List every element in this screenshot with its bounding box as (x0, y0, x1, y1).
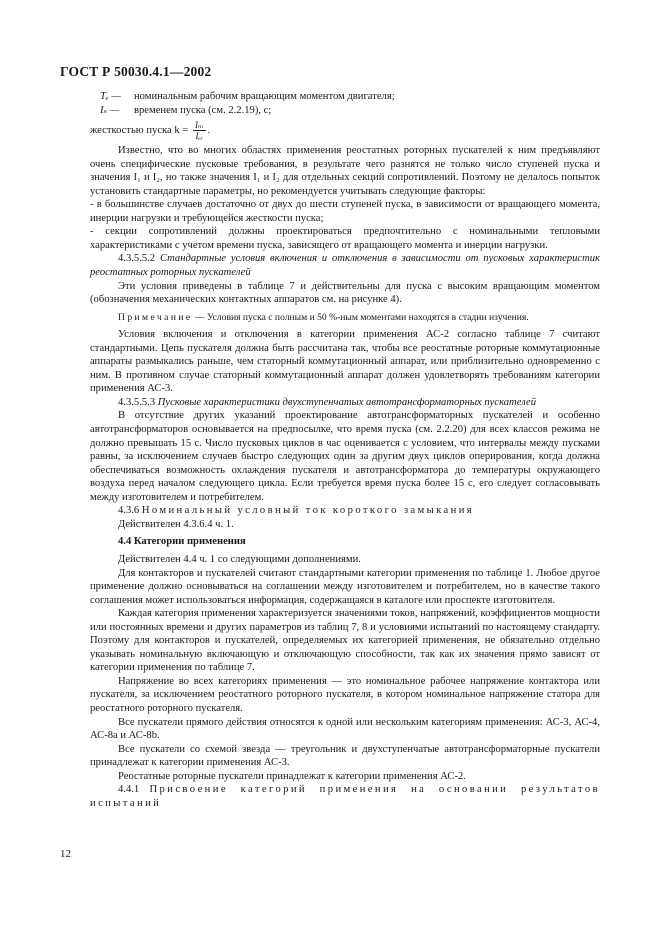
section-number: 4.4.1 (118, 784, 140, 796)
section-title: Пусковые характеристики двухступенчатых автотрансформаторных пускателей (157, 396, 537, 408)
section-4-4-title: 4.4 Категории применения (118, 536, 246, 548)
rigidity-formula (90, 120, 600, 141)
paragraph-4-4-characterization: Каждая категория применения характеризуется значениями токов, напряжений, коэффициентов мощности или постоянных времени и других параметров из таблиц 7, 8 и условиями испытаний по настоящему стандарту. Поэтому для контакторов и пускателей, определяемых их категорией применения, не обязательно отдельно указывать номинальную включающую и отключающую способности, так как их значения прямо зависят от категории применения по таблице 7. (90, 608, 600, 674)
definition-text: номинальным рабочим вращающим моментом двигателя; (134, 91, 395, 102)
bullet-steps: - в большинстве случаев достаточно от двух до шести ступеней пуска, в зависимости от вращающего момента, инерции нагрузки и требующейся жесткости пуска; (90, 199, 600, 224)
paragraph-4-3-6: Действителен 4.3.6.4 ч. 1. (118, 518, 234, 530)
paragraph-4-4-star-delta: Все пускатели со схемой звезда — треугольник и двухступенчатые автотрансформаторные пускатели принадлежат к категории применения АС-3. (90, 743, 600, 769)
section-number: 4.3.5.5.3 (118, 396, 156, 408)
page-number: 12 (60, 848, 71, 860)
paragraph-autotransformer: В отсутствие других указаний проектирование автотрансформаторных пускателей и особенно автотрансформаторов основывается на предпосылке, что время пуска (см. 2.2.20) для всех классов режима не должно превышать 15 с. Число пусковых циклов в час оценивается с условием, что интервалы между пусками равны, за исключением случаев быстро следующих один за другим двух циклов оперирования, когда должна обеспечиваться возможность охлаждения пускателя и автотрансформатора до температуры окружающего воздуха перед началом следующего цикла. Если требуется время пуска более 15 с, его следует согласовывать между изготовителем и потребителем. (90, 410, 600, 503)
rigidity-fraction (193, 120, 206, 141)
section-number: 4.3.5.5.2 (118, 253, 156, 265)
note (90, 311, 600, 325)
section-4-3-5-5-3 (90, 396, 600, 410)
paragraph-4-4-intro: Действителен 4.4 ч. 1 со следующими дополнениями. (118, 553, 361, 565)
fraction-numerator: Iₘ (194, 120, 204, 131)
note-label: Примечание (118, 311, 193, 323)
section-title: Номинальный условный ток короткого замыкания (141, 505, 475, 517)
section-4-4-1 (90, 783, 600, 810)
paragraph-4-4-voltage: Напряжение во всех категориях применения — это номинальное рабочее напряжение контактора или пускателя, за исключением реостатного роторного пускателя, в котором номинальное напряжение статора для реостатного роторного пускателя. (90, 675, 600, 714)
paragraph-4-4-standard: Для контакторов и пускателей считают стандартными категории применения по таблице 1. Любое другое применение должно основываться на соглашении между изготовителем и потребителем, но в качестве такого соглашения может использоваться информация, содержащаяся в каталоге или проспекте изготовителя. (90, 567, 600, 606)
section-title: Стандартные условия включения и отключения в зависимости от пусковых характеристик реостатных роторных пускателей (90, 253, 600, 279)
definition-symbol: Iₛ — (100, 104, 120, 116)
bullet-resistors: - секции сопротивлений должны проектироваться предпочтительно с номинальными тепловыми характеристиками с учетом времени пуска, зависящего от вращающего момента и инерции нагрузки. (90, 226, 600, 251)
section-4-3-5-5-2 (90, 252, 600, 279)
rigidity-label: жесткостью пуска k = (90, 125, 189, 137)
section-number: 4.3.6 (118, 505, 140, 517)
paragraph-ac2-conditions: Условия включения и отключения в категории применения АС-2 согласно таблице 7 считают стандартными. Цепь пускателя должна быть рассчитана так, чтобы все реостатные роторные коммутационные аппараты размыкались раньше, чем статорный коммутационный аппарат, или приблизительно одновременно с ним. В противном случае статорный коммутационный аппарат должен удовлетворять требованиям категории применения АС-3. (90, 329, 600, 395)
definition-is (100, 104, 600, 118)
section-title: Присвоение категорий применения на основании результатов испытаний (90, 784, 600, 809)
section-4-3-6 (90, 504, 600, 518)
definition-te (100, 90, 600, 104)
definition-text: временем пуска (см. 2.2.19), с; (134, 104, 272, 116)
note-text: — Условия пуска с полным и 50 %-ным моментами находятся в стадии изучения. (194, 311, 529, 323)
paragraph-4-4-direct-starters: Все пускатели прямого действия относятся к одной или нескольким категориям применения: АС-3, АС-4, АС-8a и АС-8b. (90, 716, 600, 742)
formula-end: . (207, 125, 211, 137)
paragraph-4-4-rotor: Реостатные роторные пускатели принадлежат к категории применения АС-2. (118, 770, 466, 782)
fraction-denominator: Iₑᵣ (195, 131, 204, 142)
definition-symbol: Tₑ — (100, 91, 121, 102)
paragraph-specific-requirements: Известно, что во многих областях применения реостатных роторных пускателей к ним предъявляют очень специфические пусковые требования, в результате чего разнятся не только число ступеней пуска и значения I₁ и I₂, но также значения I₁ и I₂ для отдельных секций сопротивлений. Поэтому не делалось попыток установить стандартные параметры, но рекомендуется учитывать следующие факторы: (90, 145, 600, 197)
paragraph-table-7: Эти условия приведены в таблице 7 и действительны для пуска с высоким вращающим моментом (обозначения механических контактных аппаратов см. на рисунке 4). (90, 280, 600, 306)
standard-header: ГОСТ Р 50030.4.1—2002 (60, 64, 212, 79)
page-body (90, 90, 600, 810)
